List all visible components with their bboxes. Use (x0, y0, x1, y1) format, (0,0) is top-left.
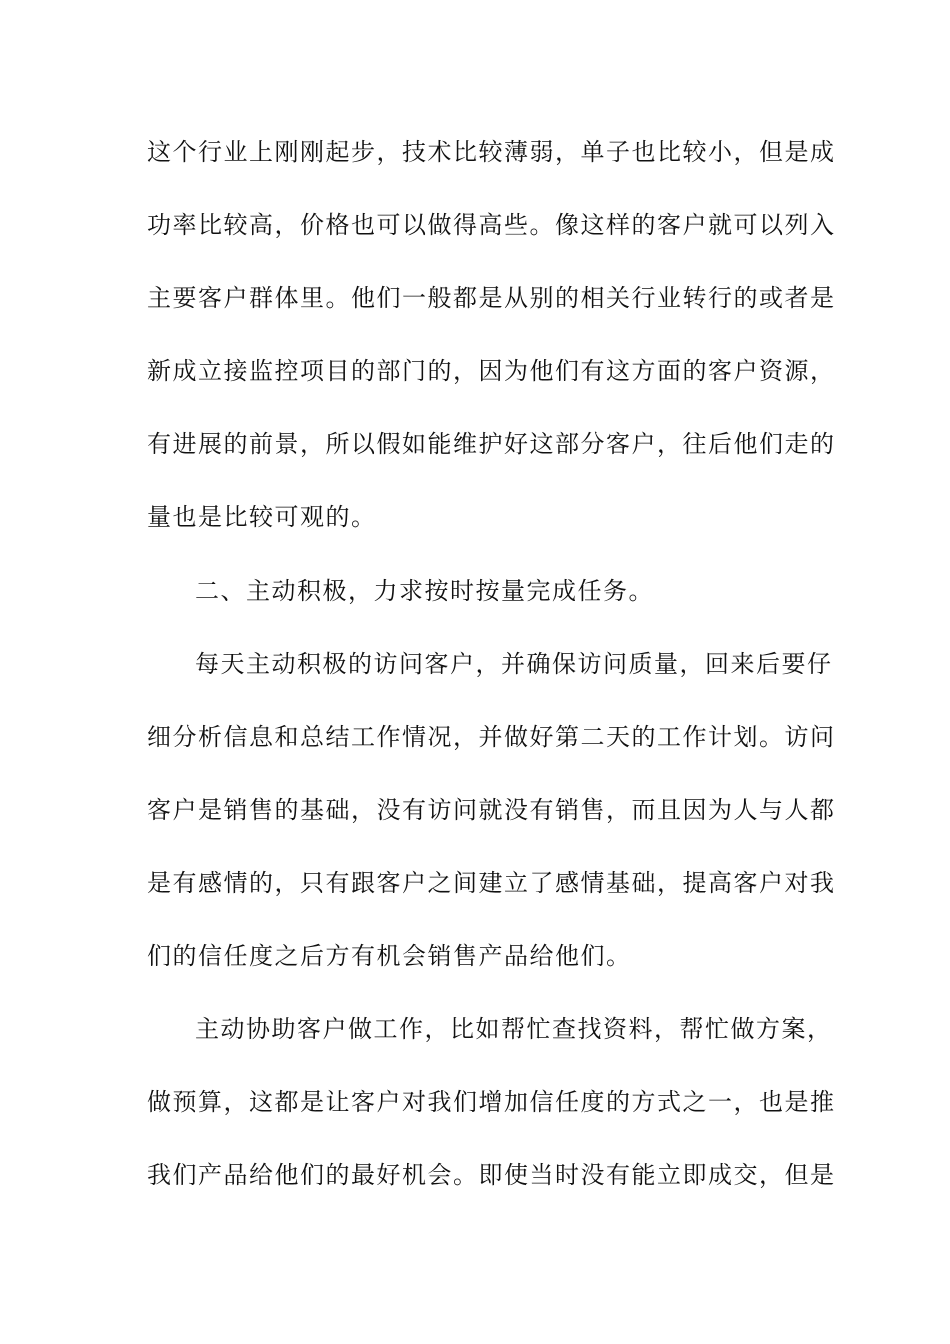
text-line: 有进展的前景，所以假如能维护好这部分客户，往后他们走的 (147, 430, 836, 459)
text-line: 们的信任度之后方有机会销售产品给他们。 (147, 942, 632, 971)
body-text (147, 128, 836, 1224)
text-line: 主动协助客户做工作，比如帮忙查找资料，帮忙做方案， (195, 1015, 833, 1044)
text-line: 量也是比较可观的。 (147, 503, 377, 532)
text-line: 主要客户群体里。他们一般都是从别的相关行业转行的或者是 (147, 284, 836, 313)
text-line: 客户是销售的基础，没有访问就没有销售，而且因为人与人都 (147, 795, 836, 824)
text-line: 我们产品给他们的最好机会。即使当时没有能立即成交，但是 (147, 1161, 836, 1190)
text-line: 这个行业上刚刚起步，技术比较薄弱，单子也比较小，但是成 (147, 138, 836, 166)
text-line: 新成立接监控项目的部门的，因为他们有这方面的客户资源， (147, 357, 836, 386)
section-heading: 二、主动积极，力求按时按量完成任务。 (195, 576, 654, 605)
text-line: 每天主动积极的访问客户，并确保访问质量，回来后要仔 (195, 649, 833, 678)
text-line: 细分析信息和总结工作情况，并做好第二天的工作计划。访问 (147, 722, 836, 751)
text-line: 做预算，这都是让客户对我们增加信任度的方式之一，也是推 (147, 1088, 836, 1117)
text-line: 是有感情的，只有跟客户之间建立了感情基础，提高客户对我 (147, 868, 836, 897)
text-line: 功率比较高，价格也可以做得高些。像这样的客户就可以列入 (147, 211, 836, 240)
